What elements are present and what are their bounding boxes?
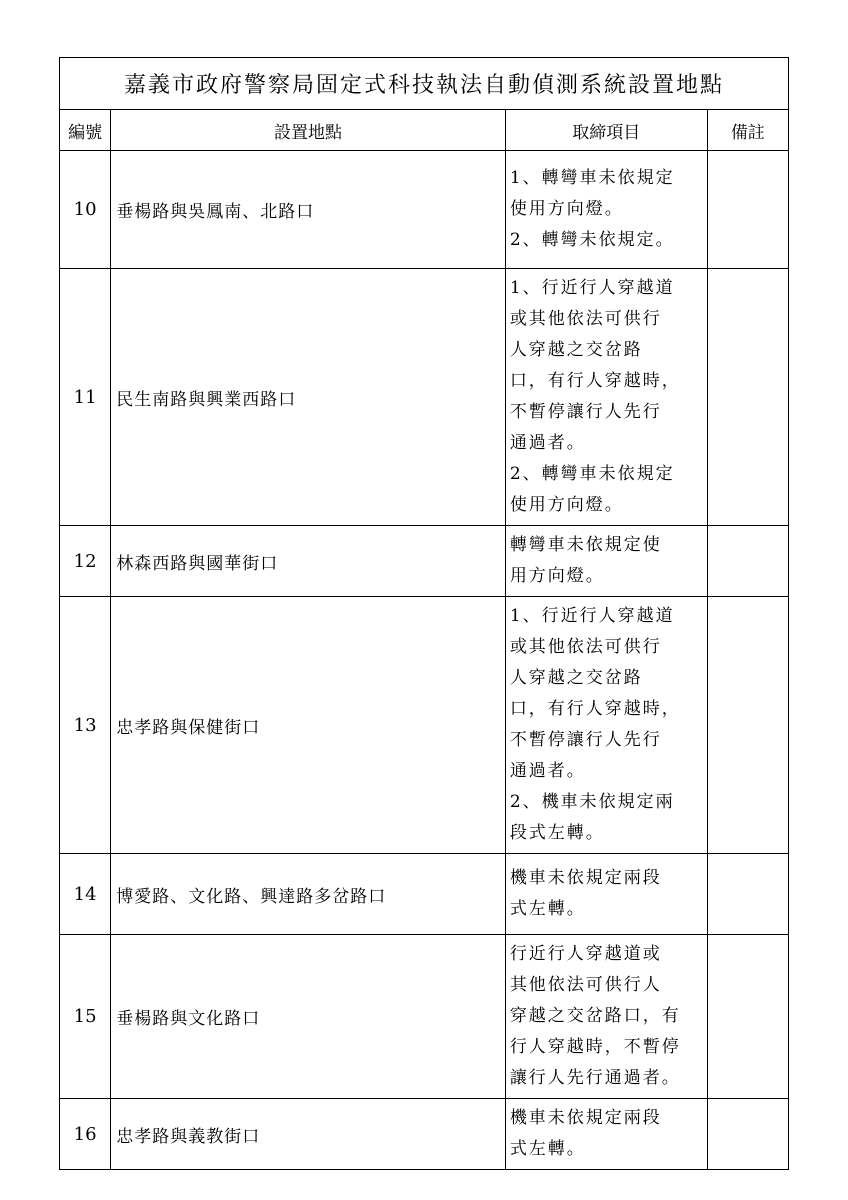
row-note bbox=[707, 1099, 788, 1170]
row-location: 忠孝路與保健街口 bbox=[111, 597, 506, 854]
violation-item-line: 使用方向燈。 bbox=[509, 495, 624, 515]
violation-item-line: 式左轉。 bbox=[509, 899, 586, 919]
violation-item-line: 或其他依法可供行 bbox=[509, 637, 662, 657]
row-number: 10 bbox=[60, 151, 111, 269]
row-location: 民生南路與興業西路口 bbox=[111, 269, 506, 526]
header-item: 取締項目 bbox=[505, 110, 707, 151]
table-row bbox=[60, 597, 789, 854]
table-row bbox=[60, 269, 789, 526]
row-violation-items bbox=[505, 151, 707, 269]
row-violation-items bbox=[505, 935, 707, 1099]
violation-item-line: 1、行近行人穿越道 bbox=[509, 278, 675, 298]
row-violation-items bbox=[505, 854, 707, 935]
header-no: 編號 bbox=[60, 110, 111, 151]
row-location: 博愛路、文化路、興達路多岔路口 bbox=[111, 854, 506, 935]
row-note bbox=[707, 526, 788, 597]
violation-item-line: 1、轉彎車未依規定 bbox=[509, 168, 675, 188]
violation-item-line: 2、轉彎車未依規定 bbox=[509, 464, 675, 484]
row-violation-items bbox=[505, 597, 707, 854]
header-note: 備註 bbox=[707, 110, 788, 151]
row-note bbox=[707, 597, 788, 854]
violation-item-line: 或其他依法可供行 bbox=[509, 309, 662, 329]
violation-item-line: 用方向燈。 bbox=[509, 566, 605, 586]
row-note bbox=[707, 151, 788, 269]
violation-item-line: 口，有行人穿越時， bbox=[509, 699, 681, 719]
table-body bbox=[60, 151, 789, 1170]
violation-item-line: 通過者。 bbox=[509, 761, 586, 781]
violation-item-line: 口，有行人穿越時， bbox=[509, 371, 681, 391]
violation-item-line: 式左轉。 bbox=[509, 1139, 586, 1159]
row-violation-items bbox=[505, 269, 707, 526]
violation-item-line: 機車未依規定兩段 bbox=[509, 868, 662, 888]
row-number: 15 bbox=[60, 935, 111, 1099]
page-title: 嘉義市政府警察局固定式科技執法自動偵測系統設置地點 bbox=[60, 58, 789, 110]
violation-item-line: 1、行近行人穿越道 bbox=[509, 606, 675, 626]
table-row bbox=[60, 526, 789, 597]
violation-item-line: 轉彎車未依規定使 bbox=[509, 535, 662, 555]
violation-item-line: 通過者。 bbox=[509, 433, 586, 453]
violation-item-line: 機車未依規定兩段 bbox=[509, 1108, 662, 1128]
table-row bbox=[60, 151, 789, 269]
row-violation-items bbox=[505, 1099, 707, 1170]
violation-item-line: 人穿越之交岔路 bbox=[509, 340, 643, 360]
violation-item-line: 行近行人穿越道或 bbox=[509, 944, 662, 964]
row-number: 16 bbox=[60, 1099, 111, 1170]
table-row bbox=[60, 935, 789, 1099]
violation-item-line: 段式左轉。 bbox=[509, 823, 605, 843]
row-note bbox=[707, 269, 788, 526]
table-row bbox=[60, 1099, 789, 1170]
row-location: 垂楊路與文化路口 bbox=[111, 935, 506, 1099]
row-number: 12 bbox=[60, 526, 111, 597]
header-row bbox=[60, 110, 789, 151]
row-note bbox=[707, 935, 788, 1099]
violation-item-line: 行人穿越時，不暫停 bbox=[509, 1037, 681, 1057]
row-location: 忠孝路與義教街口 bbox=[111, 1099, 506, 1170]
installation-sites-table bbox=[59, 57, 789, 1170]
violation-item-line: 穿越之交岔路口，有 bbox=[509, 1006, 681, 1026]
row-location: 林森西路與國華街口 bbox=[111, 526, 506, 597]
violation-item-line: 不暫停讓行人先行 bbox=[509, 402, 662, 422]
table-row bbox=[60, 854, 789, 935]
row-number: 13 bbox=[60, 597, 111, 854]
title-row bbox=[60, 58, 789, 110]
row-location: 垂楊路與吳鳳南、北路口 bbox=[111, 151, 506, 269]
violation-item-line: 2、轉彎未依規定。 bbox=[509, 230, 675, 250]
row-violation-items bbox=[505, 526, 707, 597]
violation-item-line: 人穿越之交岔路 bbox=[509, 668, 643, 688]
header-location: 設置地點 bbox=[111, 110, 506, 151]
violation-item-line: 使用方向燈。 bbox=[509, 199, 624, 219]
violation-item-line: 2、機車未依規定兩 bbox=[509, 792, 675, 812]
row-number: 14 bbox=[60, 854, 111, 935]
violation-item-line: 不暫停讓行人先行 bbox=[509, 730, 662, 750]
row-number: 11 bbox=[60, 269, 111, 526]
violation-item-line: 其他依法可供行人 bbox=[509, 975, 662, 995]
row-note bbox=[707, 854, 788, 935]
violation-item-line: 讓行人先行通過者。 bbox=[509, 1068, 681, 1088]
